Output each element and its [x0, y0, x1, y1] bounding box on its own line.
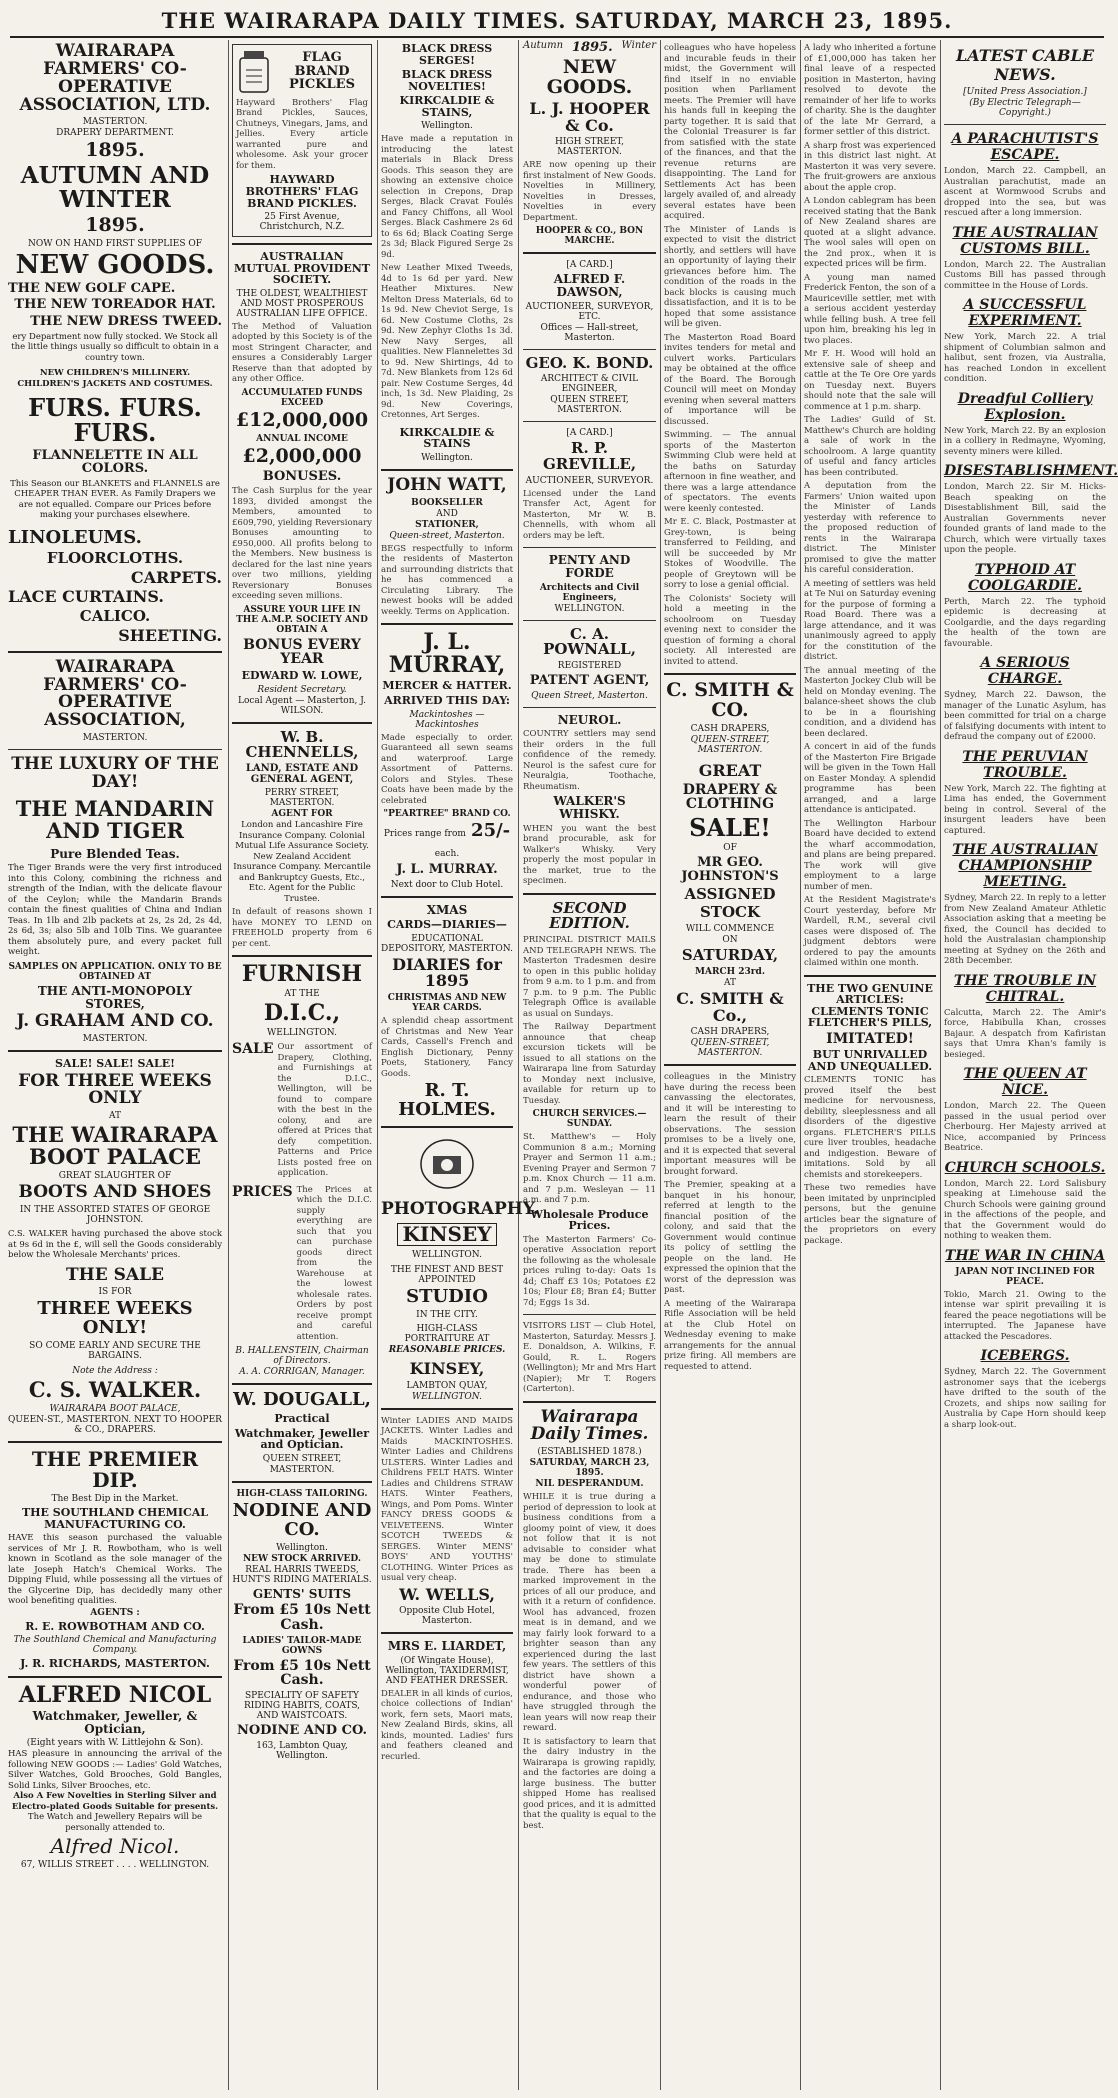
divider: [8, 651, 222, 653]
greville-sub: AUCTIONEER, SURVEYOR.: [525, 475, 654, 486]
mandarin-sub: Pure Blended Teas.: [50, 846, 180, 861]
murray-list: Mackintoshes — Mackintoshes: [409, 709, 485, 730]
farmers-title: WAIRARAPA FARMERS' CO-OPERATIVE ASSOCIATION, LTD.: [19, 41, 211, 115]
dougall-street: QUEEN STREET,: [262, 1453, 342, 1464]
cable-heading: A SERIOUS CHARGE.: [980, 655, 1070, 687]
nodine-stock: NEW STOCK ARRIVED.: [242, 1553, 362, 1564]
divider: [523, 349, 656, 350]
sale-at: AT: [108, 1111, 121, 1122]
nodine-tweeds: REAL HARRIS TWEEDS, HUNT'S RIDING MATERIALS.: [232, 1564, 372, 1585]
cable-heading: CHURCH SCHOOLS.: [944, 1159, 1106, 1176]
income-value: £2,000,000: [242, 444, 362, 467]
year-2: 1895.: [85, 213, 145, 236]
column-rule: [228, 40, 229, 2090]
linoleums: LINOLEUMS.: [8, 526, 142, 548]
carpets: CARPETS.: [130, 567, 222, 587]
column-2: FLAG BRAND PICKLES Hayward Brothers' Flag Brand Pickles, Sauces, Chutneys, Vinegars, Jams, and Jellies. Every article warranted pure and wholesome. Ask your grocer for them. HAYWARD BROTHERS' FLAG BRAND PICKLES. 25 First Avenue, Christchurch, N.Z. AUSTRALIAN MUTUAL PROVIDENT SOCIETY. THE OLDEST, WEALTHIEST AND MOST PROSPEROUS AUSTRALIAN LIFE OFFICE. The Method of Valuation adopted by this Society is of the most Stringent Character, and ensures a Considerably Larger Reserve than that adopted by any other Office. ACCUMULATED FUNDS EXCEED £12,000,000 ANNUAL INCOME £2,000,000 BONUSES. The Cash Surplus for the year 1893, divided amongst the Members, amounted to £609,790, yielding Reversionary Bonuses amounting to £950,000. All profits belong to the Members. New business is declared for the last nine years over two millions, yielding Reversionary Bonuses exceeding seven millions. ASSURE YOUR LIFE IN THE A.M.P. SOCIETY AND OBTAIN A BONUS EVERY YEAR EDWARD W. LOWE, Resident Secretary. Local Agent — Masterton, J. WILSON. W. B. CHENNELLS, LAND, ESTATE AND GENERAL AGENT, PERRY STREET, MASTERTON. AGENT FOR London and Lancashire Fire Insurance Company. Colonial Mutual Life Assurance Society. New Zealand Accident Insurance Company. Mercantile and Bankruptcy Guests, Etc., Etc. Agent for the Public Trustee. In default of reasons shown I have MONEY TO LEND on FREEHOLD property from 6 per cent. FURNISH AT THE D.I.C., WELLINGTON. SALE Our assortment of Drapery, Clothing, and Furnishings at the D.I.C., Wellington, will be found to compare with the best in the colony, and are offered at Prices that defy competition. Patterns and Price Lists posted free on application. PRICES The Prices at which the D.I.C. supply everything are such that you can purchase goods direct from the Warehouse at the lowest wholesale rates. Orders by post receive prompt and careful attention. B. HALLENSTEIN, Chairman of Directors. A. A. CORRIGAN, Manager. W. DOUGALL, Practical Watchmaker, Jeweller and Optician. QUEEN STREET, MASTERTON. HIGH-CLASS TAILORING. NODINE AND CO. Wellington. NEW STOCK ARRIVED. REAL HARRIS TWEEDS, HUNT'S RIDING MATERIALS. GENTS' SUITS From £5 10s Nett Cash. LADIES' TAILOR-MADE GOWNS From £5 10s Nett Cash. SPECIALITY OF SAFETY RIDING HABITS, COATS, AND WAISTCOATS. NODINE AND CO. 163, Lambton Quay, Wellington.: [232, 40, 372, 2090]
divider: [232, 722, 372, 724]
season-heading: AUTUMN AND WINTER: [20, 162, 210, 214]
finest-studio: THE FINEST AND BEST APPOINTED: [390, 1264, 504, 1285]
cable-heading: A PARACHUTIST'S ESCAPE.: [951, 131, 1099, 163]
divider: [8, 1441, 222, 1443]
at-word: AT: [723, 977, 736, 988]
cable-heading: THE PERUVIAN TROUBLE.: [962, 748, 1088, 781]
cable-heading: THE TROUBLE IN CHITRAL.: [953, 972, 1097, 1005]
graham-town: MASTERTON.: [82, 1033, 148, 1044]
sale-top: SALE! SALE! SALE!: [55, 1056, 175, 1070]
smith-name: C. SMITH & CO.: [666, 679, 794, 721]
cable-heading: A SUCCESSFUL EXPERIMENT.: [963, 297, 1087, 329]
anti-monopoly: THE ANTI-MONOPOLY STORES,: [37, 983, 193, 1011]
farmers-title-2: WAIRARAPA FARMERS' CO-OPERATIVE ASSOCIATION,: [43, 656, 187, 731]
kinsey-box: KINSEY: [397, 1223, 497, 1246]
divider: [523, 421, 656, 422]
year: 1895.: [85, 139, 145, 162]
walker-sub: WAIRARAPA BOOT PALACE,: [49, 1404, 181, 1415]
penty-sub: Architects and Civil Engineers,: [539, 582, 640, 603]
boots-shoes: BOOTS AND SHOES: [18, 1182, 212, 1203]
pownall-trade: PATENT AGENT,: [529, 673, 650, 689]
liardet-trade: (Of Wingate House), Wellington, TAXIDERMIST, AND FEATHER DRESSER.: [385, 1655, 509, 1686]
pownall-name: C. A. POWNALL,: [543, 624, 636, 659]
drapery-department: DRAPERY DEPARTMENT.: [56, 128, 174, 139]
divider: [804, 975, 936, 977]
murray-sign: J. L. MURRAY.: [396, 861, 498, 877]
dawson-card: [A CARD.]: [566, 260, 613, 271]
nodine-name: NODINE AND CO.: [232, 1499, 372, 1540]
premier-sub: The Best Dip in the Market.: [51, 1494, 179, 1505]
nodine-address: 163, Lambton Quay, Wellington.: [256, 1740, 348, 1761]
column-4: Autumn 1895. Winter NEW GOODS. L. J. HOOPER & Co. HIGH STREET, MASTERTON. ARE now opening up their first instalment of New Goods. Novelties in Millinery, Novelties in Dresses, Novelties in every Department. HOOPER & CO., BON MARCHE. [A CARD.] ALFRED F. DAWSON, AUCTIONEER, SURVEYOR, ETC. Offices — Hall-street, Masterton. GEO. K. BOND. ARCHITECT & CIVIL ENGINEER, QUEEN STREET, MASTERTON. [A CARD.] R. P. GREVILLE, AUCTIONEER, SURVEYOR. Licensed under the Land Transfer Act, Agent for Masterton, Mr W. B. Chennells, with whom all orders may be left. PENTY AND FORDE Architects and Civil Engineers, WELLINGTON. C. A. POWNALL, REGISTERED PATENT AGENT, Queen Street, Masterton. NEUROL. COUNTRY settlers may send their orders in the full confidence of the remedy. Neurol is the safest cure for Neuralgia, Toothache, Rheumatism. WALKER'S WHISKY. WHEN you want the best brand procurable, ask for Walker's Whisky. Very properly the most popular in the market, true to the specimen. SECOND EDITION. PRINCIPAL DISTRICT MAILS AND TELEGRAPH NEWS. The Masterton Tradesmen desire to open in this public holiday from 9 a.m. to 1 p.m. and from 7 p.m. to 9 p.m. The Public Telegraph Office is available as usual on Sundays. The Railway Department announce that cheap excursion tickets will be issued to all stations on the Wairarapa line from Saturday to Monday next inclusive, available for return up to Tuesday. CHURCH SERVICES.—SUNDAY. St. Matthew's — Holy Communion 8 a.m.; Morning Prayer and Sermon 11 a.m.; Evening Prayer and Sermon 7 p.m. Knox Church — 11 a.m. and 7 p.m. Wesleyan — 11 a.m. and 7 p.m. Wholesale Produce Prices. The Masterton Farmers' Co-operative Association report the following as the wholesale prices ruling to-day: Oats 1s 4d; Chaff £3 10s; Potatoes £2 10s; Flour £8; Bran £4; Butter 7d; Eggs 1s 3d. VISITORS LIST — Club Hotel, Masterton, Saturday. Messrs J. E. Donaldson, A. Wilkins, F. Gould, R. L. Rogers (Wellington); Mr and Mrs Hart (Napier); Mr T. Rogers (Carterton). Wairarapa Daily Times. (ESTABLISHED 1878.) SATURDAY, MARCH 23, 1895. NIL DESPERANDUM. WHILE it is true during a period of depression to look at business conditions from a gloomy point of view, it does not follow that it is not advisable to consider what may be done to stimulate trade. There has been a marked improvement in the prices of all our produce, and with it a return of confidence. Wool has advanced, frozen meat is in demand, and we may fairly look forward to a brighter season than any experienced during the last few years. The settlers of this district have shown a wonderful power of endurance, and those who have struggled through the lean years will now reap their reward. It is satisfactory to learn that the dairy industry in the Wairarapa is growing rapidly, and the factories are doing a large business. The butter shipped Home has realised good prices, and it is admitted that the quality is equal to the best.: [523, 40, 656, 1831]
dic-signature-2: A. A. CORRIGAN, Manager.: [239, 1367, 365, 1378]
chennells-street: PERRY STREET, MASTERTON.: [264, 788, 340, 809]
divider: [232, 955, 372, 957]
is-for: IS FOR: [98, 1287, 132, 1298]
reasonable-prices: REASONABLE PRICES.: [388, 1344, 506, 1355]
holmes-name: R. T. HOLMES.: [398, 1080, 496, 1121]
divider: [8, 749, 222, 750]
educational-depository: EDUCATIONAL DEPOSITORY, MASTERTON.: [381, 933, 513, 954]
sale-heading: SALE!: [689, 813, 771, 843]
will-commence: WILL COMMENCE: [685, 924, 775, 935]
flag-brand-title: FLAG BRAND PICKLES: [289, 50, 355, 93]
agent-for: AGENT FOR: [271, 809, 333, 820]
drapery-clothing: DRAPERY & CLOTHING: [682, 781, 778, 813]
column-rule: [800, 40, 801, 2090]
season-row: [523, 40, 656, 55]
penty-town: WELLINGTON.: [554, 603, 625, 614]
divider: [8, 1676, 222, 1678]
smith-town: QUEEN-STREET, MASTERTON.: [690, 734, 770, 755]
walker-name: C. S. WALKER.: [28, 1377, 202, 1403]
bond-name: GEO. K. BOND.: [525, 353, 654, 372]
nicol-body: HAS pleasure in announcing the arrival of the following NEW GOODS :— Ladies' Gold Watches, Silver Watches, Gold Brooches, Gold Bangles, Solid Links, Silver Brooches, etc.: [8, 1749, 222, 1791]
cable-heading: THE AUSTRALIAN CHAMPIONSHIP MEETING.: [952, 842, 1098, 890]
penty-name: PENTY AND FORDE: [548, 553, 631, 580]
hooper-sign: HOOPER & CO., BON MARCHE.: [535, 226, 644, 247]
nicol-signature: Alfred Nicol.: [50, 1834, 180, 1859]
dawson-address: Offices — Hall-street, Masterton.: [540, 322, 639, 343]
kirk-heading-1: BLACK DRESS SERGES!: [401, 42, 493, 67]
xmas-cards: CARDS—DIARIES—: [387, 918, 507, 932]
dougall-name: W. DOUGALL,: [233, 1389, 371, 1411]
chennells-name: W. B. CHENNELLS,: [245, 727, 359, 762]
divider: [381, 896, 513, 898]
second-edition: SECOND EDITION.: [549, 898, 630, 933]
flag-address: 25 First Avenue, Christchurch, N.Z.: [259, 212, 345, 233]
smith-sub: CASH DRAPERS,: [690, 723, 770, 734]
tonic-heading: THE TWO GENUINE ARTICLES: CLEMENTS TONIC FLETCHER'S PILLS,: [807, 981, 933, 1030]
divider: [523, 547, 656, 548]
cable-heading: THE AUSTRALIAN CUSTOMS BILL.: [952, 224, 1098, 257]
column-6: A lady who inherited a fortune of £1,000,000 has taken her final leave of a respected position in Masterton, having resolved to devote the remainder of her life to works of charity. She is the daughter of the late Mr Gerrard, a former settler of this district. A sharp frost was experienced in this district last night. At Masterton it was very severe. The fruit-growers are anxious about the apple crop. A London cablegram has been received stating that the Bank of New Zealand shares are quoted at a slight advance. The wool sales will open on the 2nd prox., when it is expected prices will be firm. A young man named Frederick Fenton, the son of a Mauriceville settler, met with a serious accident yesterday while felling bush. A tree fell upon him, breaking his leg in two places. Mr F. H. Wood will hold an extensive sale of sheep and cattle at the Te Ore Ore yards on Tuesday next. Buyers should note that the sale will commence at 1 p.m. sharp. The Ladies' Guild of St. Matthew's Church are holding a sale of work in the schoolroom. A large quantity of useful and fancy articles has been contributed. A deputation from the Farmers' Union waited upon the Minister of Lands yesterday with reference to the proposed reduction of rents in the Wairarapa district. The Minister promised to give the matter his careful consideration. A meeting of settlers was held at Te Nui on Saturday evening for the purpose of forming a Road Board. There was a large attendance, and it was unanimously agreed to apply for the constitution of the district. The annual meeting of the Masterton Jockey Club will be held on Monday evening. The balance-sheet shows the club to be in a flourishing condition, and a dividend has been declared. A concert in aid of the funds of the Masterton Fire Brigade will be given in the Town Hall on Easter Monday. A splendid programme has been arranged, and a large attendance is anticipated. The Wellington Harbour Board have decided to extend the wharf accommodation, and plans are being prepared. The work will give employment to a large number of men. At the Resident Magistrate's Court yesterday, before Mr Wardell, R.M., several civil cases were disposed of. The judgment debtors were ordered to pay the amounts claimed within one month. THE TWO GENUINE ARTICLES: CLEMENTS TONIC FLETCHER'S PILLS, IMITATED! BUT UNRIVALLED AND UNEQUALLED. CLEMENTS TONIC has proved itself the best medicine for nervousness, debility, sleeplessness and all disorders of the digestive organs. FLETCHER'S PILLS cure liver troubles, headache and indigestion. Beware of imitations. Sold by all chemists and storekeepers. These two remedies have been imitated by unprincipled persons, but the genuine articles bear the signature of the proprietors on every package.: [804, 43, 936, 1246]
divider: [381, 623, 513, 625]
saturday: SATURDAY,: [681, 946, 779, 965]
agent-1-sub: The Southland Chemical and Manufacturing Company.: [13, 1635, 217, 1656]
nodine-signature: NODINE AND CO.: [236, 1722, 368, 1738]
dress-tweed: THE NEW DRESS TWEED.: [30, 314, 222, 330]
nicol-trade: Watchmaker, Jeweller, & Optician,: [32, 1709, 198, 1736]
cable-heading: TYPHOID AT COOLGARDIE.: [967, 561, 1083, 594]
cable-heading: ICEBERGS.: [980, 1348, 1070, 1364]
hooper-town: HIGH STREET, MASTERTON.: [555, 137, 624, 158]
diaries: DIARIES for 1895: [392, 954, 502, 991]
column-rule: [377, 40, 378, 2090]
flag-brand-ad: FLAG BRAND PICKLES Hayward Brothers' Flag Brand Pickles, Sauces, Chutneys, Vinegars, Jams, and Jellies. Every article warranted pure and wholesome. Ask your grocer for them. HAYWARD BROTHERS' FLAG BRAND PICKLES. 25 First Avenue, Christchurch, N.Z.: [232, 44, 372, 237]
amp-agent-sub: Resident Secretary.: [257, 684, 347, 695]
income-heading: ANNUAL INCOME: [256, 433, 348, 444]
ladies-gowns: LADIES' TAILOR-MADE GOWNS: [242, 1635, 362, 1656]
divider: [523, 1314, 656, 1315]
farmers-town: MASTERTON.: [82, 117, 148, 128]
kinsey-sign: KINSEY,: [409, 1358, 485, 1378]
gowns-price: From £5 10s Nett Cash.: [233, 1657, 371, 1689]
nicol-also: Also A Few Novelties in Sterling Silver and Electro-plated Goods Suitable for presents.: [11, 1791, 219, 1812]
divider: [944, 124, 1106, 125]
xmas-new-year-cards: CHRISTMAS AND NEW YEAR CARDS.: [387, 993, 507, 1014]
floorcloths: FLOORCLOTHS.: [46, 548, 184, 567]
bonus-every-year: BONUS EVERY YEAR: [243, 636, 361, 668]
times-title: Wairarapa Daily Times.: [530, 1406, 649, 1445]
kirk-town: Wellington.: [421, 121, 473, 132]
dic-title: D.I.C.,: [263, 1000, 341, 1027]
gents-suits: GENTS' SUITS: [252, 1586, 352, 1601]
great-slaughter: GREAT SLAUGHTER OF: [58, 1171, 172, 1182]
flannel-note: This Season our BLANKETS and FLANNELS are CHEAPER THAN EVER. As Family Drapers we are not equalled. Compare our Prices before making your purchases elsewhere.: [10, 478, 220, 521]
column-5: colleagues who have hopeless and incurable feuds in their midst, the Government will find itself in no enviable position when Parliament meets. The Premier will have his hands full in keeping the party together. It is said that the Colonial Treasurer is far from satisfied with the state of the finances, and that the revenue returns are disappointing. The Land for Settlements Act has been largely availed of, and already several estates have been acquired. The Minister of Lands is expected to visit the district shortly, and settlers will have an opportunity of laying their grievances before him. The condition of the roads in the back blocks is causing much dissatisfaction, and it is to be hoped that some assistance will be given. The Masterton Road Board invites tenders for metal and culvert works. Particulars may be obtained at the office of the Board. The Borough Council will meet on Monday evening when several matters of importance will be discussed. Swimming. — The annual sports of the Masterton Swimming Club were held at the baths on Saturday afternoon in fine weather, and there was a large attendance of spectators. The events were keenly contested. Mr E. C. Black, Postmaster at Grey-town, is being transferred to Feilding, and will be succeeded by Mr Stokes of Woodville. The people of Greytown will be sorry to lose a genial official. The Colonists' Society will hold a meeting in the schoolroom on Tuesday evening next to consider the question of forming a choral society. All interested are invited to attend. C. SMITH & CO. CASH DRAPERS, QUEEN-STREET, MASTERTON. GREAT DRAPERY & CLOTHING SALE! OF MR GEO. JOHNSTON'S ASSIGNED STOCK WILL COMMENCE ON SATURDAY, MARCH 23rd. AT C. SMITH & Co., CASH DRAPERS, QUEEN-STREET, MASTERTON. colleagues in the Ministry have during the recess been canvassing the electorates, and it will be interesting to learn the result of their observations. The session promises to be a lively one, and it is expected that several important measures will be brought forward. The Premier, speaking at a banquet in his honour, referred at length to the financial position of the colony, and said that the Government would continue its policy of settling the people on the land. He expressed the opinion that the worst of the depression was past. A meeting of the Wairarapa Rifle Association will be held at the Club Hotel on Wednesday evening to make arrangements for the annual prize firing. All members are requested to attend.: [664, 43, 796, 1372]
three-weeks: FOR THREE WEEKS ONLY: [18, 1070, 212, 1109]
johnston-stock: MR GEO. JOHNSTON'S: [681, 855, 779, 884]
assure-text: ASSURE YOUR LIFE IN THE A.M.P. SOCIETY AND OBTAIN A: [236, 604, 368, 635]
nicol-watch: The Watch and Jewellery Repairs will be personally attended to.: [27, 1812, 203, 1833]
column-7: LATEST CABLE NEWS. [United Press Association.] (By Electric Telegraph—Copyright.) A PARACHUTIST'S ESCAPE. London, March 22. Campbell, an Australian parachutist, made an ascent at Wormwood Scrubs and dropped into the sea, but was rescued after a long immersion. THE AUSTRALIAN CUSTOMS BILL. London, March 22. The Australian Customs Bill has passed through committee in the House of Lords. A SUCCESSFUL EXPERIMENT. New York, March 22. A trial shipment of Columbian salmon and halibut, sent frozen, via Australia, has reached London in excellent condition. Dreadful Colliery Explosion. New York, March 22. By an explosion in a colliery in Redmayne, Wyoming, seventy miners were killed. DISESTABLISHMENT. London, March 22. Sir M. Hicks-Beach speaking on the Disestablishment Bill, said the Australian Governments never founded grants of land made to the Church, which were virtually taxes upon the people. TYPHOID AT COOLGARDIE. Perth, March 22. The typhoid epidemic is decreasing at Coolgardie, and the days regarding the health of the town are favourable. A SERIOUS CHARGE. Sydney, March 22. Dawson, the manager of the Lunatic Asylum, has been committed for trial on a charge of falsifying documents with intent to defraud the company out of £2000. THE PERUVIAN TROUBLE. New York, March 22. The fighting at Lima has ended, the Government being in control. Several of the insurgent leaders have been captured. THE AUSTRALIAN CHAMPIONSHIP MEETING. Sydney, March 22. In reply to a letter from New Zealand Amateur Athletic Association asking that a meeting be fixed, the Council has decided to hold the Australasian championship meeting at Sydney on the 26th and 28th December. THE TROUBLE IN CHITRAL. Calcutta, March 22. The Amir's force, Habibulla Khan, crosses Bajaur. A despatch from Kafiristan says that Umra Khan's family is besieged. THE QUEEN AT NICE. London, March 22. The Queen passed in the usual period over Cherbourg. Her Majesty arrived at Nice, accompanied by Princess Beatrice. CHURCH SCHOOLS. London, March 22. Lord Salisbury speaking at Limehouse said the Church Schools were gaining ground in the affections of the people, and that the Government would do nothing to weaken them. THE WAR IN CHINA JAPAN NOT INCLINED FOR PEACE. Tokio, March 21. Owing to the intense war spirit prevailing it is feared the peace negotiations will be interrupted. The Japanese have attacked the Pescadores. ICEBERGS. Sydney, March 22. The Government astronomer says that the icebergs have drifted to the south of the Crozets, and ships now sailing for Australia by Cape Horn should keep a sharp look-out.: [944, 46, 1118, 1430]
watt-street: Queen-street, Masterton.: [389, 530, 505, 541]
kirk-sign-town: Wellington.: [421, 452, 473, 463]
on-word: ON: [722, 935, 738, 946]
flannelette: FLANNELETTE IN ALL COLORS.: [32, 447, 198, 477]
divider: [381, 1632, 513, 1634]
nicol-note: (Eight years with W. Littlejohn & Son).: [26, 1738, 204, 1749]
cable-news-title: LATEST CABLE NEWS.: [955, 46, 1095, 84]
divider: [381, 1126, 513, 1128]
dept-note: ery Department now fully stocked. We Stock all the little things usually so difficult to obtain in a country town.: [11, 331, 219, 363]
murray-next: Next door to Club Hotel.: [390, 879, 504, 890]
autumn-label: Autumn: [523, 40, 564, 51]
cable-heading: DISESTABLISHMENT.: [944, 463, 1118, 479]
divider: [381, 1408, 513, 1410]
watt-and: AND: [436, 508, 458, 519]
divider: [232, 1383, 372, 1385]
divider: [232, 243, 372, 245]
smith-sign: C. SMITH & Co.,: [676, 988, 784, 1025]
kinsey-town: WELLINGTON.: [412, 1249, 482, 1260]
walker-street: QUEEN-ST., MASTERTON. NEXT TO HOOPER & CO., DRAPERS.: [8, 1415, 222, 1436]
smith-sign-town: QUEEN-STREET, MASTERTON.: [690, 1038, 770, 1059]
stock-word: STOCK: [699, 903, 761, 922]
kirk-heading-2: BLACK DRESS NOVELTIES!: [401, 68, 493, 93]
new-goods: NEW GOODS.: [15, 249, 215, 280]
cable-heading: Dreadful Colliery Explosion.: [957, 390, 1093, 423]
divider: [8, 1050, 222, 1052]
premier-note: HAVE this season purchased the valuable services of Mr J. R. Rowbotham, who is well known in Scotland as the sole manager of the late Joseph Hatch's Chemical Works. The Dipping Fluid, while possessing all the virtues of the Glycerine Dip, has decidedly many other wool benefiting qualities.: [8, 1533, 222, 1607]
suits-price: From £5 10s Nett Cash.: [233, 1602, 371, 1633]
assigned-word: ASSIGNED: [684, 884, 776, 903]
pownall-sub: REGISTERED: [557, 661, 622, 672]
nodine-speciality: SPECIALITY OF SAFETY RIDING HABITS, COATS, AND WAISTCOATS.: [243, 1690, 361, 1721]
times-date: SATURDAY, MARCH 23, 1895.: [529, 1458, 650, 1479]
three-weeks-only: THREE WEEKS ONLY!: [37, 1298, 193, 1339]
farmers-town-2: MASTERTON.: [82, 733, 148, 744]
agent-1: R. E. ROWBOTHAM AND CO.: [25, 1619, 205, 1633]
flag-maker: HAYWARD BROTHERS' FLAG BRAND PICKLES.: [245, 173, 359, 210]
the-sale: THE SALE: [66, 1264, 164, 1285]
premier-dip: THE PREMIER DIP.: [31, 1447, 199, 1493]
high-class: HIGH-CLASS PORTRAITURE AT: [404, 1323, 490, 1344]
amp-title: AUSTRALIAN MUTUAL PROVIDENT SOCIETY.: [234, 250, 370, 287]
divider: [523, 1401, 656, 1403]
neurol-heading: NEUROL.: [557, 712, 622, 727]
walker-whisky: WALKER'S WHISKY.: [553, 794, 626, 821]
divider: [664, 673, 796, 675]
cable-sub-2: (By Electric Telegraph—Copyright.): [969, 98, 1081, 118]
dic-town: WELLINGTON.: [267, 1028, 337, 1039]
murray-trade: MERCER & HATTER.: [382, 679, 512, 693]
liardet-name: MRS E. LIARDET,: [387, 1639, 507, 1654]
church-services: CHURCH SERVICES.—SUNDAY.: [532, 1109, 647, 1130]
wells-name: W. WELLS,: [399, 1584, 495, 1604]
price-25: 25/-: [471, 820, 511, 841]
amp-sub: THE OLDEST, WEALTHIEST AND MOST PROSPEROUS AUSTRALIAN LIFE OFFICE.: [236, 288, 368, 319]
funds-heading: ACCUMULATED FUNDS EXCEED: [241, 387, 363, 408]
divider: [381, 469, 513, 471]
children-millinery: NEW CHILDREN'S MILLINERY. CHILDREN'S JACKETS AND COSTUMES.: [17, 368, 213, 389]
graham-firm: J. GRAHAM AND CO.: [16, 1011, 214, 1032]
funds-value: £12,000,000: [235, 408, 369, 431]
pownall-address: Queen Street, Masterton.: [531, 690, 648, 701]
murray-arrived: ARRIVED THIS DAY:: [384, 693, 510, 707]
column-3: BLACK DRESS SERGES! BLACK DRESS NOVELTIES! KIRKCALDIE & STAINS, Wellington. Have made a reputation in introducing the latest materials in Black Dress Goods. This season they are showing an extensive choice selection in Crepons, Drap Serges, Black Cravat Foulés and Fancy Chiffons, all Wool Serges. Black Cashmere 2s 6d to 6s 6d; Black Coating Serge 2s 3d; Black Figured Serge 2s 9d. New Leather Mixed Tweeds, 4d to 1s 6d per yard. New Heather Mixtures. New Melton Dress Materials, 6d to 1s 9d. New Cheviot Serge, 1s 6d. New Costume Cloths, 2s 9d. New Zephyr Cloths 1s 3d. New Navy Serges, all qualities. New Flannelettes 3d to 9d. New Shirtings, 4d to 7d. New Blankets from 12s 6d pair. New Costume Serges, 4d inch, 1s 3d. New Plaiding, 2s 9d. New Coverings, Cretonnes, Art Serges. KIRKCALDIE & STAINS Wellington. JOHN WATT, BOOKSELLER AND STATIONER, Queen-street, Masterton. BEGS respectfully to inform the residents of Masterton and surrounding districts that he has commenced a Circulating Library. The newest books will be added weekly. Terms on Application. J. L. MURRAY, MERCER & HATTER. ARRIVED THIS DAY: Mackintoshes — Mackintoshes Made especially to order. Guaranteed all sewn seams and waterproof. Large Assortment of Patterns. Colors and Styles. These Coats have been made by the celebrated "PEARTREE" BRAND CO. Prices range from 25/- each. J. L. MURRAY. Next door to Club Hotel. XMAS CARDS—DIARIES— EDUCATIONAL DEPOSITORY, MASTERTON. DIARIES for 1895 CHRISTMAS AND NEW YEAR CARDS. A splendid cheap assortment of Christmas and New Year Cards, Cassell's French and English Dictionary, Penny Poets, Stationery, Fancy Goods. R. T. HOLMES. PHOTOGRAPHY. KINSEY WELLINGTON. THE FINEST AND BEST APPOINTED STUDIO IN THE CITY. HIGH-CLASS PORTRAITURE AT REASONABLE PRICES. KINSEY, LAMBTON QUAY, WELLINGTON. Winter LADIES AND MAIDS JACKETS. Winter Ladies and Maids MACKINTOSHES. Winter Ladies and Childrens ULSTERS. Winter Ladies and Childrens FELT HATS. Winter Ladies and Childrens STRAW HATS. Winter Feathers, Wings, and Pom Poms. Winter FANCY DRESS GOODS & VELVETEENS. Winter SCOTCH TWEEDS & SERGES. Winter MENS' BOYS' AND YOUTHS' CLOTHING. Winter Prices as usual very cheap. W. WELLS, Opposite Club Hotel, Masterton. MRS E. LIARDET, (Of Wingate House), Wellington, TAXIDERMIST, AND FEATHER DRESSER. DEALER in all kinds of curios, choice collections of Indian' work, fern sets, Maori mats, New Zealand Birds, skins, all kinds, mounted. Ladies' furs and feathers cleaned and recurled.: [381, 42, 539, 1762]
furs: FURS. FURS. FURS.: [28, 393, 202, 448]
column-rule: [940, 40, 941, 2090]
imitated: IMITATED!: [826, 1030, 914, 1047]
divider: [523, 252, 656, 254]
pickle-jar-icon: [236, 48, 272, 94]
watt-trade: BOOKSELLER: [411, 497, 483, 508]
kinsey-address: LAMBTON QUAY,: [406, 1380, 488, 1391]
year-label: 1895.: [571, 40, 613, 55]
calico: CALICO.: [79, 607, 151, 626]
nicol-name: ALFRED NICOL: [18, 1682, 212, 1708]
address-note: Note the Address :: [72, 1366, 158, 1377]
prices-from: Prices range from: [383, 829, 466, 839]
column-rule: [660, 40, 661, 2090]
war-sub: JAPAN NOT INCLINED FOR PEACE.: [955, 1266, 1095, 1287]
divider: [664, 1064, 796, 1066]
march-23rd: MARCH 23rd.: [695, 966, 765, 977]
times-established: (ESTABLISHED 1878.): [537, 1447, 642, 1458]
unrivalled: BUT UNRIVALLED AND UNEQUALLED.: [807, 1048, 933, 1073]
price-each: each.: [434, 848, 460, 859]
walker-note: C.S. WALKER having purchased the above stock at 9s 6d in the £, will sell the Goods considerably below the Wholesale Merchants' prices.: [8, 1229, 222, 1261]
dawson-name: ALFRED F. DAWSON,: [553, 272, 626, 300]
divider: [232, 1481, 372, 1483]
mandarin-title: THE MANDARIN AND TIGER: [15, 795, 215, 843]
agents-heading: AGENTS :: [90, 1607, 140, 1618]
dougall-trade-2: Watchmaker, Jeweller and Optician.: [234, 1426, 370, 1452]
amp-agent: EDWARD W. LOWE,: [241, 669, 363, 683]
lace-curtains: LACE CURTAINS.: [8, 587, 164, 607]
kirk-name: KIRKCALDIE & STAINS,: [399, 94, 495, 119]
chennells-note: London and Lancashire Fire Insurance Company. Colonial Mutual Life Assurance Society. New Zealand Accident Insurance Company. Mercantile and Bankruptcy Guests, Etc., Etc. Agent for the Public Trustee.: [233, 820, 371, 904]
peartree-brand: "PEARTREE" BRAND CO.: [383, 809, 511, 819]
kirk-sign: KIRKCALDIE & STAINS: [399, 425, 495, 451]
in-the-city: IN THE CITY.: [416, 1309, 478, 1320]
southland-firm: THE SOUTHLAND CHEMICAL MANUFACTURING CO.: [21, 1506, 209, 1531]
studio-word: STUDIO: [406, 1285, 488, 1307]
dougall-town: MASTERTON.: [269, 1464, 335, 1475]
sheeting: SHEETING.: [118, 625, 222, 645]
column-rule: [518, 40, 519, 2090]
bonuses-heading: BONUSES.: [262, 468, 342, 484]
nil-desperandum: NIL DESPERANDUM.: [535, 1479, 644, 1490]
cable-heading: THE WAR IN CHINA: [944, 1247, 1106, 1264]
smith-sign-sub: CASH DRAPERS,: [690, 1027, 770, 1038]
come-early: SO COME EARLY AND SECURE THE BARGAINS.: [29, 1341, 201, 1362]
watt-stationer: STATIONER,: [415, 519, 479, 530]
tailoring-heading: HIGH-CLASS TAILORING.: [236, 1488, 368, 1499]
dawson-sub: AUCTIONEER, SURVEYOR, ETC.: [525, 301, 654, 322]
furnish-at: AT THE: [284, 989, 320, 1000]
divider: [523, 620, 656, 621]
photography-heading: PHOTOGRAPHY.: [381, 1199, 539, 1220]
camera-crest-icon: [381, 1134, 513, 1194]
masthead-title: THE WAIRARAPA DAILY TIMES. SATURDAY, MARCH 23, 1895.: [161, 8, 953, 33]
assorted: IN THE ASSORTED STATES OF GEORGE JOHNSTON.: [19, 1205, 211, 1226]
winter-label: Winter: [621, 40, 656, 51]
masthead: [10, 6, 1104, 38]
golf-cape: THE NEW GOLF CAPE.: [8, 280, 176, 296]
sale-word: SALE: [232, 1041, 274, 1058]
great-word: GREAT: [698, 760, 762, 780]
kinsey-address-2: WELLINGTON.: [412, 1391, 482, 1402]
wells-sub: Opposite Club Hotel, Masterton.: [399, 1606, 495, 1627]
cable-sub-1: [United Press Association.]: [963, 87, 1087, 97]
column-1: [8, 40, 222, 2090]
cable-heading: THE QUEEN AT NICE.: [963, 1066, 1087, 1098]
amp-local: Local Agent — Masterton, J. WILSON.: [237, 695, 367, 716]
bond-sub: ARCHITECT & CIVIL ENGINEER,: [540, 374, 639, 395]
new-goods-heading: NEW GOODS.: [546, 56, 633, 98]
watt-name: JOHN WATT,: [387, 474, 507, 495]
dougall-trade-1: Practical: [274, 1412, 330, 1426]
luxury-heading: THE LUXURY OF THE DAY!: [11, 754, 219, 792]
furnish-title: FURNISH: [241, 961, 363, 988]
xmas-heading: XMAS: [426, 902, 468, 917]
bond-address: QUEEN STREET, MASTERTON.: [550, 395, 629, 416]
greville-card: [A CARD.]: [566, 428, 613, 439]
greville-name: R. P. GREVILLE,: [542, 439, 637, 474]
mandarin-note: The Tiger Brands were the very first introduced into this Colony, combining the richness and strength of the Indian, with the delicate flavour of the Ceylon; while the Mandarin Brands contain the finest qualities of China and Indian Teas. In 1lb and 2lb packets at 2s, 2s 2d, 2s 4d, 2s 6d, 3s; also 5lb and 10lb Tins. We guarantee them absolutely pure, and every packet full weight.: [8, 863, 222, 958]
boot-palace: THE WAIRARAPA BOOT PALACE: [12, 1122, 218, 1170]
chennells-trade: LAND, ESTATE AND GENERAL AGENT,: [245, 763, 359, 785]
samples: SAMPLES ON APPLICATION. ONLY TO BE OBTAINED AT: [8, 961, 222, 982]
nodine-town: Wellington.: [276, 1542, 328, 1553]
of-word: OF: [723, 843, 737, 854]
prices-word: PRICES: [232, 1183, 293, 1200]
divider: [523, 707, 656, 708]
agent-2: J. R. RICHARDS, MASTERTON.: [20, 1657, 210, 1671]
now-on-hand: NOW ON HAND FIRST SUPPLIES OF: [28, 238, 202, 249]
hooper-name: L. J. HOOPER & Co.: [529, 98, 650, 135]
toreador-hat: THE NEW TOREADOR HAT.: [14, 297, 216, 313]
dic-signature-1: B. HALLENSTEIN, Chairman of Directors.: [235, 1346, 369, 1367]
wholesale-prices: Wholesale Produce Prices.: [530, 1207, 649, 1233]
nicol-address: 67, WILLIS STREET . . . . WELLINGTON.: [20, 1860, 210, 1871]
murray-name: J. L. MURRAY,: [388, 629, 506, 679]
divider: [523, 893, 656, 895]
